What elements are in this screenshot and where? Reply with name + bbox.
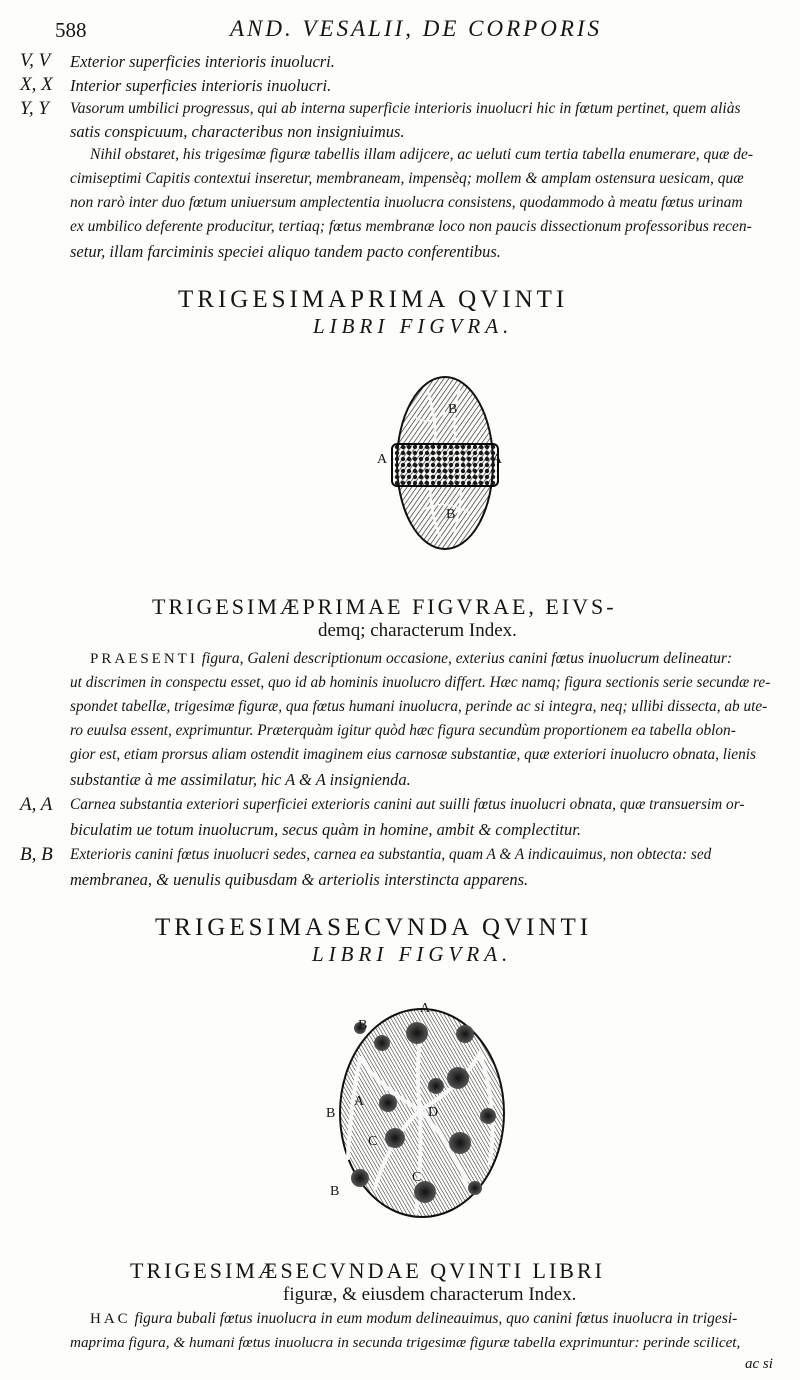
paragraph-line: cimiseptimi Capitis contextui inseretur, membraneam, impensèq; mollem & amplam ostensura uesicam, quæ bbox=[70, 170, 744, 187]
figure-32-label-b-lower: B bbox=[330, 1184, 340, 1199]
figure-31-illustration bbox=[370, 372, 520, 554]
figure-31-label-a-right: A bbox=[492, 452, 503, 467]
paragraph-line: ex umbilico deferente producitur, tertiaq; fœtus membranæ loco non paucis dissectionum professoribus recen- bbox=[70, 218, 752, 235]
index-31-heading: TRIGESIMÆPRIMAE FIGVRAE, EIVS- bbox=[152, 594, 617, 619]
legend-text-x: Interior superficies interioris inuolucri. bbox=[70, 76, 332, 95]
paragraph-line: non rarò inter duo fœtum uniuersum amplectentia inuolucra consistens, quodammodo à meatu fœtus urinam bbox=[70, 194, 743, 211]
entry-label-bb: B, B bbox=[20, 844, 53, 865]
figure-32-heading: TRIGESIMASECVNDA QVINTI bbox=[155, 914, 593, 941]
running-title: AND. VESALII, DE CORPORIS bbox=[230, 16, 603, 41]
entry-text-bb: Exterioris canini fœtus inuolucri sedes, carnea ea substantia, quam A & A indicauimus, non obtecta: sed bbox=[70, 846, 712, 863]
index-31-line: gior est, etiam prorsus aliam ostendit imaginem eius carnosæ substantiæ, quæ exteriori inuolucro obnata, lienis bbox=[70, 746, 756, 763]
legend-label-x: X, X bbox=[20, 74, 53, 95]
entry-text-aa: Carnea substantia exteriori superficiei exterioris canini aut suilli fœtus inuolucri obnata, quæ transuersim or- bbox=[70, 796, 745, 813]
figure-32-label-b-left: B bbox=[326, 1106, 336, 1121]
index-31-line: spondet tabellæ, trigesimæ figuræ, qua fœtus humani inuolucra, perinde ac si integra, neq; ullibi dissecta, ab ute- bbox=[70, 698, 768, 715]
legend-text-y: Vasorum umbilici progressus, qui ab interna superficie interioris inuolucri hic in fœtum pertinet, quem aliàs bbox=[70, 100, 741, 117]
index-31-first-line bbox=[90, 650, 732, 668]
paragraph-line: Nihil obstaret, his trigesimæ figuræ tabellis illam adijcere, ac ueluti cum tertia tabella enumerare, quæ de- bbox=[90, 146, 753, 163]
figure-32-label-d-center: D bbox=[428, 1105, 439, 1120]
figure-31-label-b-top: B bbox=[448, 402, 458, 417]
catchword: ac si bbox=[745, 1356, 773, 1372]
entry-text-aa: biculatim ue totum inuolucrum, secus quàm in homine, ambit & complectitur. bbox=[70, 820, 581, 839]
figure-31-label-b-bottom: B bbox=[446, 507, 456, 522]
figure-31-subheading: LIBRI FIGVRA. bbox=[313, 314, 514, 338]
index-31-subheading: demq; characterum Index. bbox=[318, 620, 517, 641]
figure-31-label-a-left: A bbox=[377, 452, 388, 467]
index-32-first-line bbox=[90, 1310, 737, 1328]
figure-32-label-b-upper: B bbox=[358, 1018, 368, 1033]
legend-label-v: V, V bbox=[20, 50, 51, 71]
index-31-line: figura, Galeni descriptionum occasione, exterius canini fœtus inuolucrum delineatur: bbox=[197, 650, 733, 667]
paragraph-line: setur, illam farciminis speciei aliquo tandem pacto conferentibus. bbox=[70, 242, 501, 261]
dropcap-word: PRAESENTI bbox=[90, 651, 198, 667]
index-31-line: ro euulsa essent, exprimuntur. Præterquàm igitur quòd hæc figura secundùm proportionem ea tabella oblon- bbox=[70, 722, 736, 739]
figure-32-label-a-top: A bbox=[420, 1001, 431, 1016]
page-number: 588 bbox=[55, 18, 87, 42]
figure-31-heading: TRIGESIMAPRIMA QVINTI bbox=[178, 286, 569, 313]
legend-text-v: Exterior superficies interioris inuolucri. bbox=[70, 52, 335, 71]
entry-label-aa: A, A bbox=[20, 794, 53, 815]
index-32-heading: TRIGESIMÆSECVNDAE QVINTI LIBRI bbox=[130, 1258, 605, 1283]
figure-32-label-c-bottom: C bbox=[412, 1170, 422, 1185]
index-32-subheading: figuræ, & eiusdem characterum Index. bbox=[283, 1284, 577, 1305]
index-32-line: maprima figura, & humani fœtus inuolucra in secunda trigesimæ figuræ tabella exprimuntur: perinde scilicet, bbox=[70, 1334, 741, 1351]
figure-32-subheading: LIBRI FIGVRA. bbox=[312, 942, 513, 966]
figure-32-label-c-left: C bbox=[368, 1134, 378, 1149]
index-31-line: ut discrimen in conspectu esset, quo id ab hominis inuolucro differt. Hæc namq; figura sectionis serie secundæ re- bbox=[70, 674, 771, 691]
legend-text-y-cont: satis conspicuum, characteribus non insigniuimus. bbox=[70, 122, 405, 141]
buffalo-fetus-envelope-figure bbox=[320, 998, 520, 1228]
figure-32-label-a-mid: A bbox=[354, 1094, 365, 1109]
legend-label-y: Y, Y bbox=[20, 98, 49, 119]
figure-32-illustration bbox=[320, 998, 520, 1228]
entry-text-bb: membranea, & uenulis quibusdam & arteriolis interstincta apparens. bbox=[70, 870, 529, 889]
dropcap-word: HAC bbox=[90, 1311, 131, 1327]
index-31-line: substantiæ à me assimilatur, hic A & A insignienda. bbox=[70, 770, 411, 789]
index-32-line: figura bubali fœtus inuolucra in eum modum delineauimus, quo canini fœtus inuolucra in trigesi- bbox=[130, 1310, 738, 1327]
